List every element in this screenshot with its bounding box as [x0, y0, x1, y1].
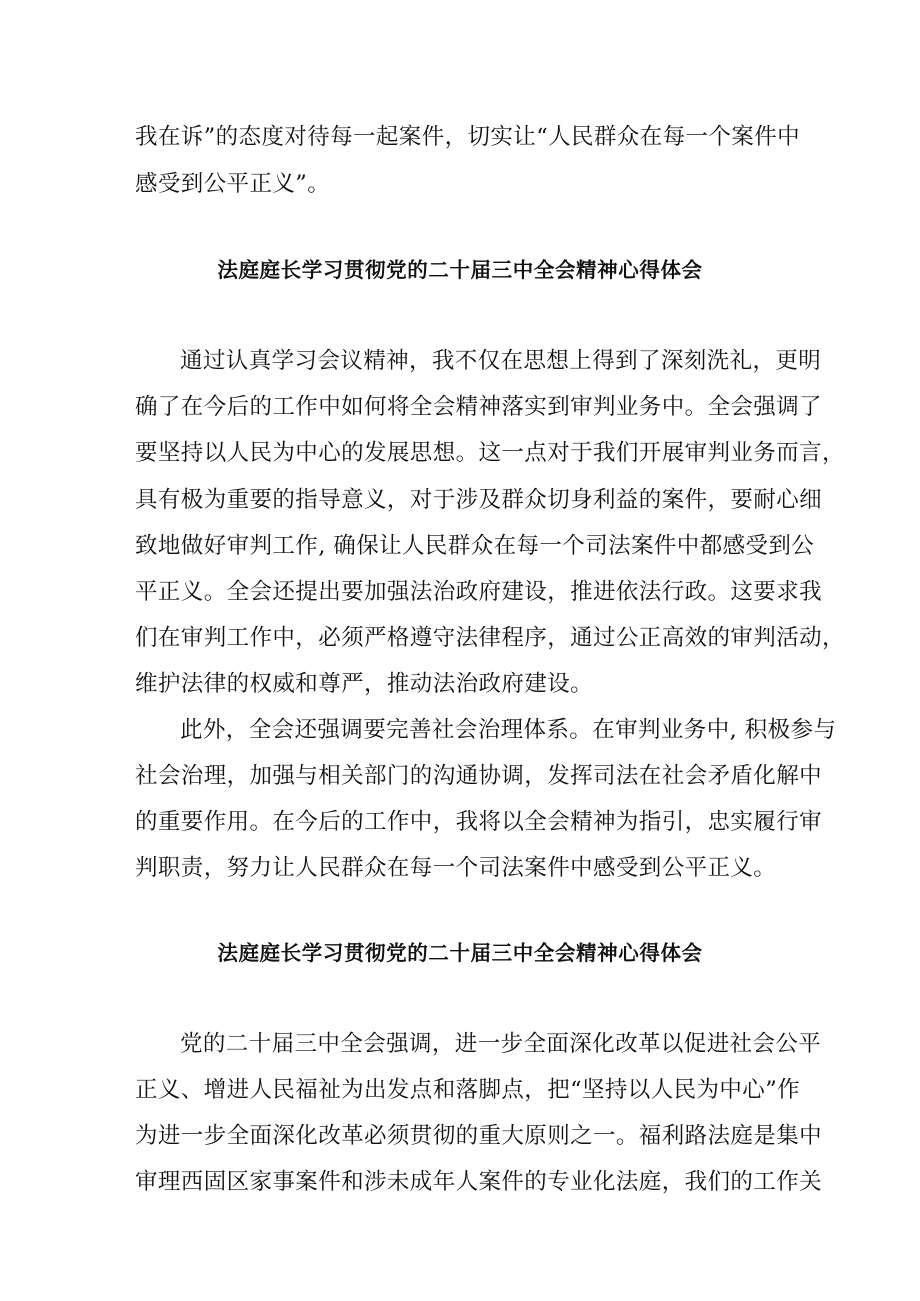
- s2-p1-line-3: 为进一步全面深化改革必须贯彻的重大原则之一。福利路法庭是集中: [135, 1123, 823, 1149]
- s2-p1-line-2: 正义、增进人民福祉为出发点和落脚点，把“坚持以人民为中心”作: [135, 1077, 801, 1103]
- s2-p1-line-4: 审理西固区家事案件和涉未成年人案件的专业化法庭，我们的工作关: [135, 1169, 823, 1195]
- s1-p1-line-4: 具有极为重要的指导意义，对于涉及群众切身利益的案件，要耐心细: [135, 487, 823, 513]
- s1-p1-line-2: 确了在今后的工作中如何将全会精神落实到审判业务中。全会强调了: [135, 394, 823, 420]
- s1-p1-line-8: 维护法律的权威和尊严，推动法治政府建设。: [135, 671, 594, 697]
- section-2-heading: 法庭庭长学习贯彻党的二十届三中全会精神心得体会: [217, 941, 703, 965]
- s1-p1-line-5: 致地做好审判工作, 确保让人民群众在每一个司法案件中都感受到公: [135, 533, 815, 559]
- s2-p1-line-1: 党的二十届三中全会强调，进一步全面深化改革以促进社会公平: [180, 1031, 822, 1057]
- s1-p1-line-1: 通过认真学习会议精神，我不仅在思想上得到了深刻洗礼，更明: [180, 348, 822, 374]
- section-1-heading: 法庭庭长学习贯彻党的二十届三中全会精神心得体会: [217, 258, 703, 282]
- s1-p2-line-1: 此外，全会还强调要完善社会治理体系。在审判业务中, 积极参与: [180, 717, 837, 743]
- intro-line-1: 我在诉”的态度对待每一起案件，切实让“人民群众在每一个案件中: [135, 124, 801, 150]
- s1-p1-line-3: 要坚持以人民为中心的发展思想。这一点对于我们开展审判业务而言，: [135, 440, 845, 466]
- s1-p2-line-3: 的重要作用。在今后的工作中，我将以全会精神为指引，忠实履行审: [135, 809, 823, 835]
- intro-line-2: 感受到公平正义”。: [135, 171, 331, 197]
- s1-p1-line-7: 们在审判工作中，必须严格遵守法律程序，通过公正高效的审判活动，: [135, 625, 845, 651]
- s1-p2-line-4: 判职责，努力让人民群众在每一个司法案件中感受到公平正义。: [135, 855, 777, 881]
- s1-p1-line-6: 平正义。全会还提出要加强法治政府建设，推进依法行政。这要求我: [135, 579, 823, 605]
- s1-p2-line-2: 社会治理，加强与相关部门的沟通协调，发挥司法在社会矛盾化解中: [135, 763, 823, 789]
